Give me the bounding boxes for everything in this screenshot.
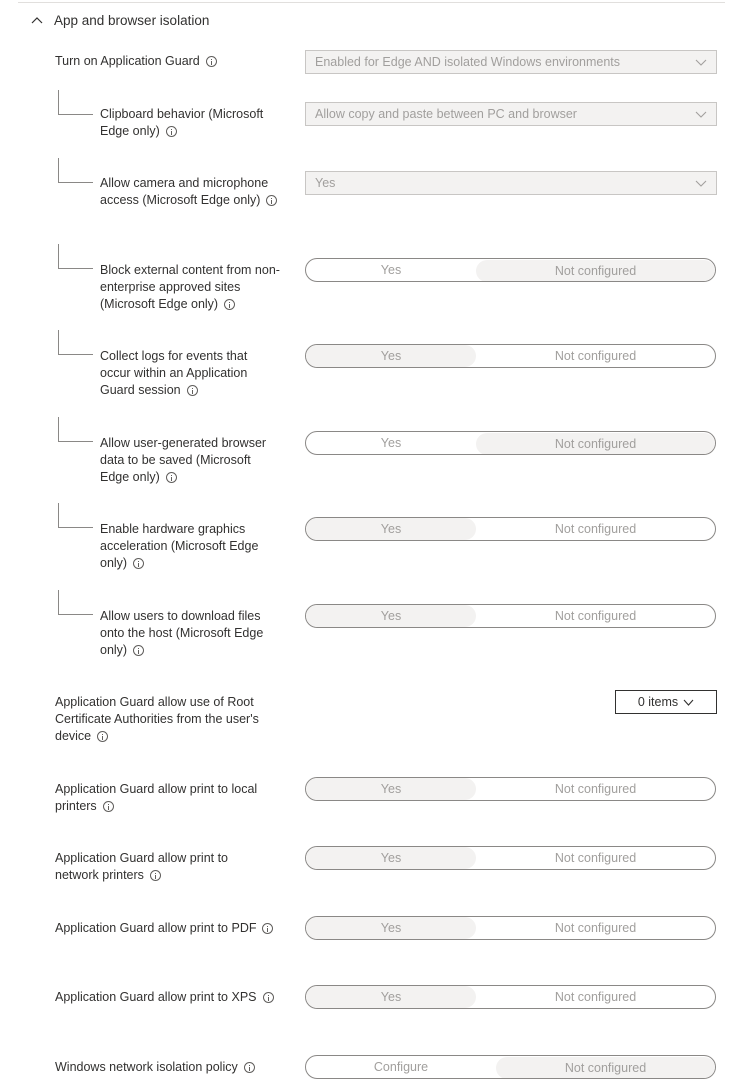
info-icon[interactable]: [103, 801, 114, 812]
section-title: App and browser isolation: [54, 12, 210, 28]
section-header[interactable]: [30, 10, 209, 30]
chevron-down-icon: [683, 698, 694, 707]
info-icon[interactable]: [187, 385, 198, 396]
info-icon[interactable]: [150, 870, 161, 881]
info-icon[interactable]: [133, 645, 144, 656]
chevron-up-icon: [30, 13, 44, 27]
toggle-option-not-configured[interactable]: Not configured: [496, 1057, 715, 1079]
print-local-toggle[interactable]: [305, 777, 716, 801]
network-isolation-label: Windows network isolation policy: [55, 1059, 295, 1076]
info-icon[interactable]: [266, 195, 277, 206]
toggle-option-yes[interactable]: Yes: [306, 847, 476, 869]
print-local-label: Application Guard allow print to local printers: [55, 782, 258, 813]
tree-connector: [58, 330, 93, 355]
camera-label: Allow camera and microphone access (Microsoft Edge only): [100, 175, 280, 209]
application-guard-label: Turn on Application Guard: [55, 53, 280, 70]
print-network-label: Application Guard allow print to network printers: [55, 851, 229, 882]
toggle-option-yes[interactable]: Yes: [306, 917, 476, 939]
info-icon[interactable]: [262, 923, 273, 934]
tree-connector: [58, 244, 93, 269]
toggle-option-not-configured[interactable]: Not configured: [554, 990, 637, 1004]
block-external-toggle[interactable]: [305, 258, 716, 282]
toggle-option-not-configured[interactable]: Not configured: [554, 349, 637, 363]
toggle-option-yes[interactable]: Yes: [306, 986, 476, 1008]
tree-connector: [58, 503, 93, 528]
collect-logs-label: Collect logs for events that occur within an Application Guard session: [100, 349, 248, 397]
toggle-option-yes[interactable]: Yes: [306, 778, 476, 800]
toggle-option-not-configured[interactable]: Not configured: [554, 609, 637, 623]
tree-connector: [58, 90, 93, 115]
section-divider: [18, 2, 725, 3]
print-network-toggle[interactable]: [305, 846, 716, 870]
print-xps-toggle[interactable]: [305, 985, 716, 1009]
hw-graphics-toggle[interactable]: [305, 517, 716, 541]
toggle-option-not-configured[interactable]: Not configured: [554, 522, 637, 536]
chevron-down-icon: [695, 109, 707, 119]
toggle-option-not-configured[interactable]: Not configured: [554, 921, 637, 935]
network-isolation-toggle[interactable]: [305, 1055, 716, 1079]
info-icon[interactable]: [263, 992, 274, 1003]
chevron-down-icon: [695, 57, 707, 67]
toggle-option-not-configured[interactable]: Not configured: [476, 433, 715, 455]
block-external-label: Block external content from non-enterprise approved sites (Microsoft Edge only): [100, 263, 280, 311]
collect-logs-toggle[interactable]: [305, 344, 716, 368]
info-icon[interactable]: [244, 1062, 255, 1073]
info-icon[interactable]: [133, 558, 144, 569]
tree-connector: [58, 417, 93, 442]
info-icon[interactable]: [166, 472, 177, 483]
download-files-toggle[interactable]: [305, 604, 716, 628]
camera-dropdown[interactable]: Yes: [305, 171, 717, 195]
user-data-toggle[interactable]: [305, 431, 716, 455]
root-ca-items-button[interactable]: 0 items: [615, 690, 717, 714]
info-icon[interactable]: [166, 126, 177, 137]
toggle-option-yes[interactable]: Yes: [380, 263, 402, 277]
toggle-option-yes[interactable]: Yes: [306, 605, 476, 627]
clipboard-label: Clipboard behavior (Microsoft Edge only): [100, 107, 264, 138]
toggle-option-not-configured[interactable]: Not configured: [554, 851, 637, 865]
print-pdf-toggle[interactable]: [305, 916, 716, 940]
application-guard-dropdown[interactable]: Enabled for Edge AND isolated Windows environments: [305, 50, 717, 74]
info-icon[interactable]: [97, 731, 108, 742]
user-data-label: Allow user-generated browser data to be saved (Microsoft Edge only): [100, 436, 267, 484]
info-icon[interactable]: [224, 299, 235, 310]
toggle-option-not-configured[interactable]: Not configured: [554, 782, 637, 796]
chevron-down-icon: [695, 178, 707, 188]
clipboard-dropdown[interactable]: Allow copy and paste between PC and browser: [305, 102, 717, 126]
hw-graphics-label: Enable hardware graphics acceleration (Microsoft Edge only): [100, 522, 259, 570]
toggle-option-configure[interactable]: Configure: [373, 1060, 429, 1074]
tree-connector: [58, 158, 93, 183]
print-xps-label: Application Guard allow print to XPS: [55, 989, 277, 1006]
toggle-option-not-configured[interactable]: Not configured: [476, 260, 715, 282]
toggle-option-yes[interactable]: Yes: [380, 436, 402, 450]
print-pdf-label: Application Guard allow print to PDF: [55, 920, 277, 937]
download-files-label: Allow users to download files onto the host (Microsoft Edge only): [100, 609, 264, 657]
tree-connector: [58, 590, 93, 615]
toggle-option-yes[interactable]: Yes: [306, 345, 476, 367]
info-icon[interactable]: [206, 56, 217, 67]
root-ca-label: Application Guard allow use of Root Certificate Authorities from the user's device: [55, 695, 259, 743]
toggle-option-yes[interactable]: Yes: [306, 518, 476, 540]
